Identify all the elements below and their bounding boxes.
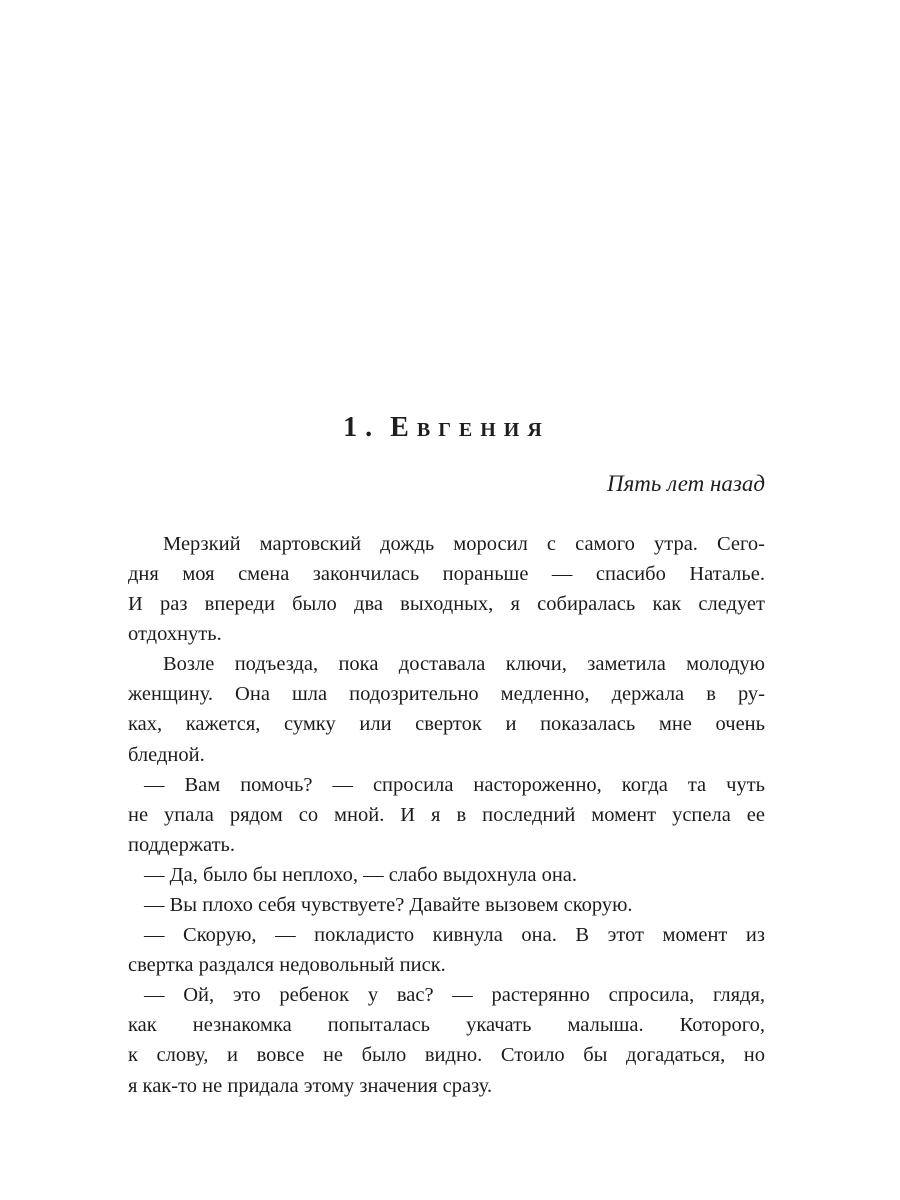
- text-line: И раз впереди было два выходных, я собиралась как следует: [128, 593, 765, 616]
- text-line: женщину. Она шла подозрительно медленно, держала в ру-: [128, 683, 765, 706]
- text-line: ках, кажется, сумку или сверток и показалась мне очень: [128, 713, 765, 736]
- text-line: — Вы плохо себя чувствуете? Давайте вызовем скорую.: [144, 894, 633, 917]
- text-line: не упала рядом со мной. И я в последний момент успела ее: [128, 803, 765, 826]
- text-line: как незнакомка попыталась укачать малыша. Которого,: [128, 1014, 765, 1037]
- paragraph: [128, 860, 765, 890]
- paragraph: [128, 980, 765, 1100]
- text-line: я как-то не придала этому значения сразу.: [128, 1074, 493, 1097]
- text-line: свертка раздался недовольный писк.: [128, 954, 446, 977]
- paragraph: [128, 770, 765, 860]
- text-line: — Да, было бы неплохо, — слабо выдохнула она.: [144, 863, 578, 886]
- chapter-number: 1.: [343, 412, 381, 443]
- chapter-heading: [128, 410, 765, 445]
- text-line: Мерзкий мартовский дождь моросил с самого утра. Сего-: [163, 532, 765, 555]
- paragraph: [128, 649, 765, 769]
- text-line: отдохнуть.: [128, 623, 222, 646]
- text-line: к слову, и вовсе не было видно. Стоило бы догадаться, но: [128, 1044, 765, 1067]
- paragraph: [128, 529, 765, 649]
- text-line: Возле подъезда, пока доставала ключи, заметила молодую: [163, 653, 765, 676]
- text-line: дня моя смена закончилась пораньше — спасибо Наталье.: [128, 562, 765, 585]
- chapter-subtitle: Пять лет назад: [606, 471, 765, 496]
- page-text-block: [128, 410, 765, 1101]
- text-line: — Скорую, — покладисто кивнула она. В этот момент из: [144, 924, 765, 947]
- text-line: — Вам помочь? — спросила настороженно, когда та чуть: [144, 773, 765, 796]
- paragraph: [128, 890, 765, 920]
- text-line: поддержать.: [128, 833, 236, 856]
- paragraph: [128, 920, 765, 980]
- chapter-title: Евгения: [390, 412, 550, 443]
- text-line: — Ой, это ребенок у вас? — растерянно спросила, глядя,: [144, 984, 765, 1007]
- text-line: бледной.: [128, 743, 205, 766]
